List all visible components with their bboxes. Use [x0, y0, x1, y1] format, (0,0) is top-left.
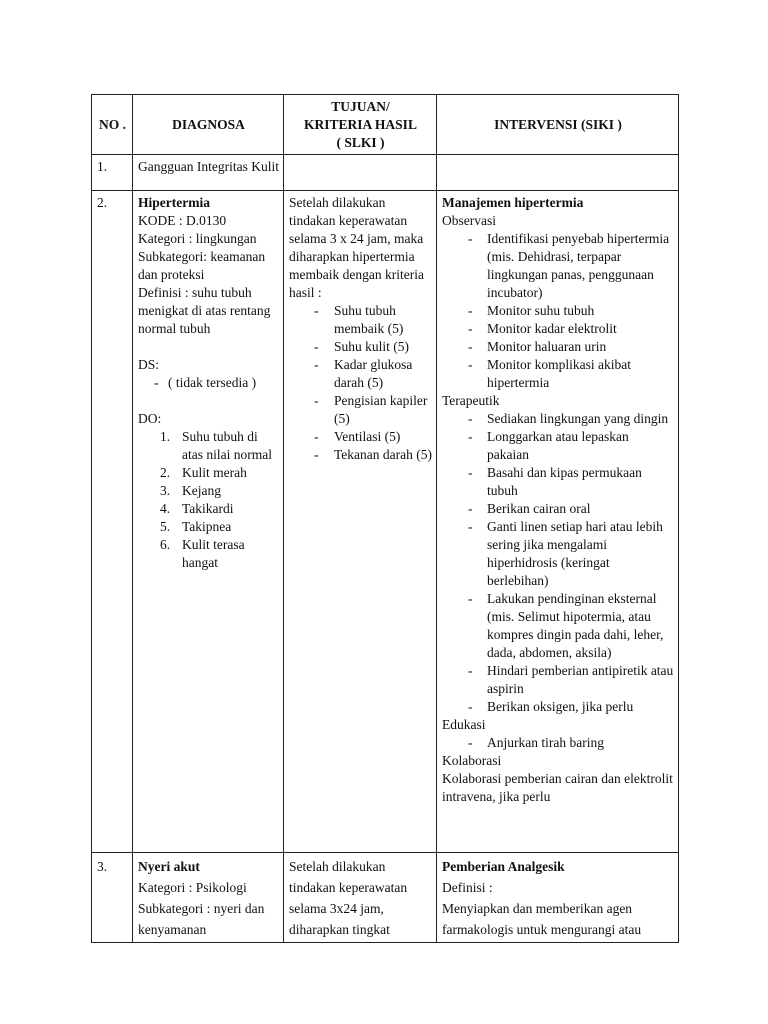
diagnosis-title: Gangguan Integritas Kulit — [133, 155, 284, 191]
diagnosis-title: Hipertermia — [138, 195, 210, 210]
outcome-cell — [284, 853, 437, 943]
header-tujuan-line2: KRITERIA HASIL — [304, 117, 417, 132]
list-item: 3. Kejang — [160, 483, 221, 498]
ds-list — [138, 374, 279, 392]
diagnosis-title: Nyeri akut — [138, 859, 200, 874]
do-label: DO: — [138, 411, 162, 426]
list-item: - Hindari pemberian antipiretik atau aspirin — [442, 662, 674, 698]
header-intervensi: INTERVENSI (SIKI ) — [437, 95, 679, 155]
outcome-intro: Setelah dilakukan tindakan keperawatan selama 3 x 24 jam, maka diharapkan hipertermia membaik dengan kriteria hasil : — [289, 195, 424, 300]
header-diagnosa: DIAGNOSA — [133, 95, 284, 155]
list-item: - Identifikasi penyebab hipertermia (mis. Dehidrasi, terpapar lingkungan panas, penggunaan incubator) — [442, 230, 674, 302]
list-item: 1. Suhu tubuh di atas nilai normal — [160, 429, 272, 462]
observasi-list — [442, 230, 674, 392]
list-item: - Monitor kadar elektrolit — [442, 320, 674, 338]
outcome-intro: Setelah dilakukan tindakan keperawatan selama 3x24 jam, diharapkan tingkat — [289, 859, 408, 937]
list-item: - Berikan oksigen, jika perlu — [442, 698, 674, 716]
diagnosis-definition: Definisi : suhu tubuh menigkat di atas rentang normal tubuh — [138, 285, 271, 336]
list-item: - Suhu tubuh membaik (5) — [289, 302, 432, 338]
outcome-criteria-list — [289, 302, 432, 464]
header-tujuan — [284, 95, 437, 155]
definisi-text: Menyiapkan dan memberikan agen farmakologis untuk mengurangi atau — [442, 901, 642, 937]
row-number: 1. — [92, 155, 133, 191]
list-item: - Suhu kulit (5) — [289, 338, 432, 356]
intervention-cell — [437, 191, 679, 853]
list-item: - Kadar glukosa darah (5) — [289, 356, 432, 392]
row-number: 2. — [92, 191, 133, 853]
edukasi-list — [442, 734, 674, 752]
list-item: 5. Takipnea — [160, 519, 232, 534]
table-row — [92, 191, 679, 853]
list-item: 4. Takikardi — [160, 501, 234, 516]
intervention-title: Manajemen hipertermia — [442, 195, 584, 210]
diagnosis-cell — [133, 191, 284, 853]
header-tujuan-line1: TUJUAN/ — [331, 99, 390, 114]
terapeutik-label: Terapeutik — [442, 393, 500, 408]
header-tujuan-line3: ( SLKI ) — [336, 135, 385, 150]
list-item: - Pengisian kapiler (5) — [289, 392, 432, 428]
diagnosis-category: Kategori : lingkungan — [138, 231, 257, 246]
table-row — [92, 853, 679, 943]
kolaborasi-label: Kolaborasi — [442, 753, 502, 768]
intervention-cell — [437, 853, 679, 943]
row-number: 3. — [92, 853, 133, 943]
list-item: 6. Kulit terasa hangat — [160, 537, 245, 570]
list-item: 2. Kulit merah — [160, 465, 247, 480]
diagnosis-cell — [133, 853, 284, 943]
empty-cell — [284, 155, 437, 191]
outcome-cell — [284, 191, 437, 853]
diagnosis-subcategory: Subkategori : nyeri dan kenyamanan — [138, 901, 265, 937]
kolaborasi-text: Kolaborasi pemberian cairan dan elektrolit intravena, jika perlu — [442, 771, 673, 804]
list-item: - Monitor komplikasi akibat hipertermia — [442, 356, 674, 392]
list-item: - Ganti linen setiap hari atau lebih sering jika mengalami hiperhidrosis (keringat berlebihan) — [442, 518, 674, 590]
diagnosis-subcategory: Subkategori: keamanan dan proteksi — [138, 249, 266, 282]
list-item: - Berikan cairan oral — [442, 500, 674, 518]
list-item: - Longgarkan atau lepaskan pakaian — [442, 428, 674, 464]
list-item: - Lakukan pendinginan eksternal (mis. Selimut hipotermia, atau kompres dingin pada dahi, leher, dada, abdomen, aksila) — [442, 590, 674, 662]
empty-cell — [437, 155, 679, 191]
list-item: - Monitor haluaran urin — [442, 338, 674, 356]
list-item: - Ventilasi (5) — [289, 428, 432, 446]
edukasi-label: Edukasi — [442, 717, 486, 732]
list-item: - Basahi dan kipas permukaan tubuh — [442, 464, 674, 500]
header-no: NO . — [92, 95, 133, 155]
list-item: - Anjurkan tirah baring — [442, 734, 674, 752]
observasi-label: Observasi — [442, 213, 496, 228]
intervention-title: Pemberian Analgesik — [442, 859, 565, 874]
list-item: - ( tidak tersedia ) — [138, 374, 279, 392]
list-item: - Monitor suhu tubuh — [442, 302, 674, 320]
diagnosis-code: KODE : D.0130 — [138, 213, 227, 228]
list-item: - Sediakan lingkungan yang dingin — [442, 410, 674, 428]
do-list — [138, 428, 279, 572]
terapeutik-list — [442, 410, 674, 716]
ds-label: DS: — [138, 357, 160, 372]
header-row — [92, 95, 679, 155]
care-plan-table — [91, 94, 679, 943]
list-item: - Tekanan darah (5) — [289, 446, 432, 464]
table-row — [92, 155, 679, 191]
definisi-label: Definisi : — [442, 880, 493, 895]
diagnosis-category: Kategori : Psikologi — [138, 880, 247, 895]
